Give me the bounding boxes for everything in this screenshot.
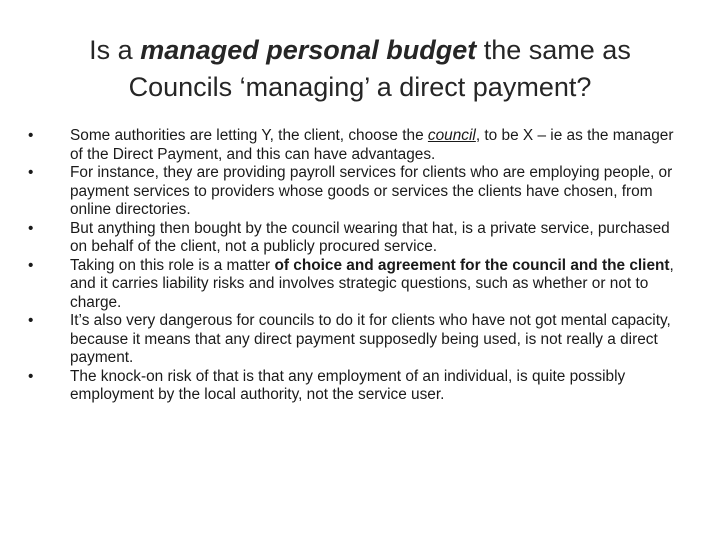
bullet-list <box>28 127 690 405</box>
bullet-text: , to be X – ie as the manager of the Direct Payment, and this can have advantages. <box>70 127 674 163</box>
bullet-icon: • <box>28 164 34 181</box>
bullet-item <box>28 368 690 405</box>
bullet-item <box>28 127 690 164</box>
bullet-text: The knock-on risk of that is that any employment of an individual, is quite possibly employment by the local authority, not the service user. <box>70 367 626 403</box>
bullet-icon: • <box>28 367 34 385</box>
bullet-item <box>28 164 690 220</box>
title-prefix: Is a <box>89 35 141 65</box>
bullet-icon: • <box>28 256 34 274</box>
bullet-icon: • <box>28 219 34 237</box>
bullet-text: , and it carries liability risks and involves strategic questions, such as whether or not to charge. <box>70 256 674 311</box>
bullet-text: But anything then bought by the council wearing that hat, is a private service, purchased on behalf of the client, not a publicly procured service. <box>70 219 670 255</box>
bullet-text: Some authorities are letting Y, the client, choose the <box>70 127 428 144</box>
bullet-text: It’s also very dangerous for councils to do it for clients who have not got mental capacity, because it means that any direct payment supposedly being used, is not really a direct payment. <box>70 312 671 366</box>
bullet-item <box>28 220 690 257</box>
bullet-bold-text: of choice and agreement for the council and the client <box>274 256 670 274</box>
title-suffix: the same as Councils ‘managing’ a direct payment? <box>128 35 631 102</box>
bullet-icon: • <box>28 312 34 329</box>
bullet-text: For instance, they are providing payroll services for clients who are employing people, or payment services to providers whose goods or services the clients have chosen, from online directories. <box>70 164 673 218</box>
bullet-item <box>28 257 690 313</box>
bullet-underlined-text: council <box>427 127 476 144</box>
bullet-item <box>28 312 690 368</box>
slide-title <box>40 32 680 106</box>
bullet-text: Taking on this role is a matter <box>70 256 275 274</box>
title-emphasis: managed personal budget <box>140 35 477 65</box>
bullet-icon: • <box>28 127 34 144</box>
